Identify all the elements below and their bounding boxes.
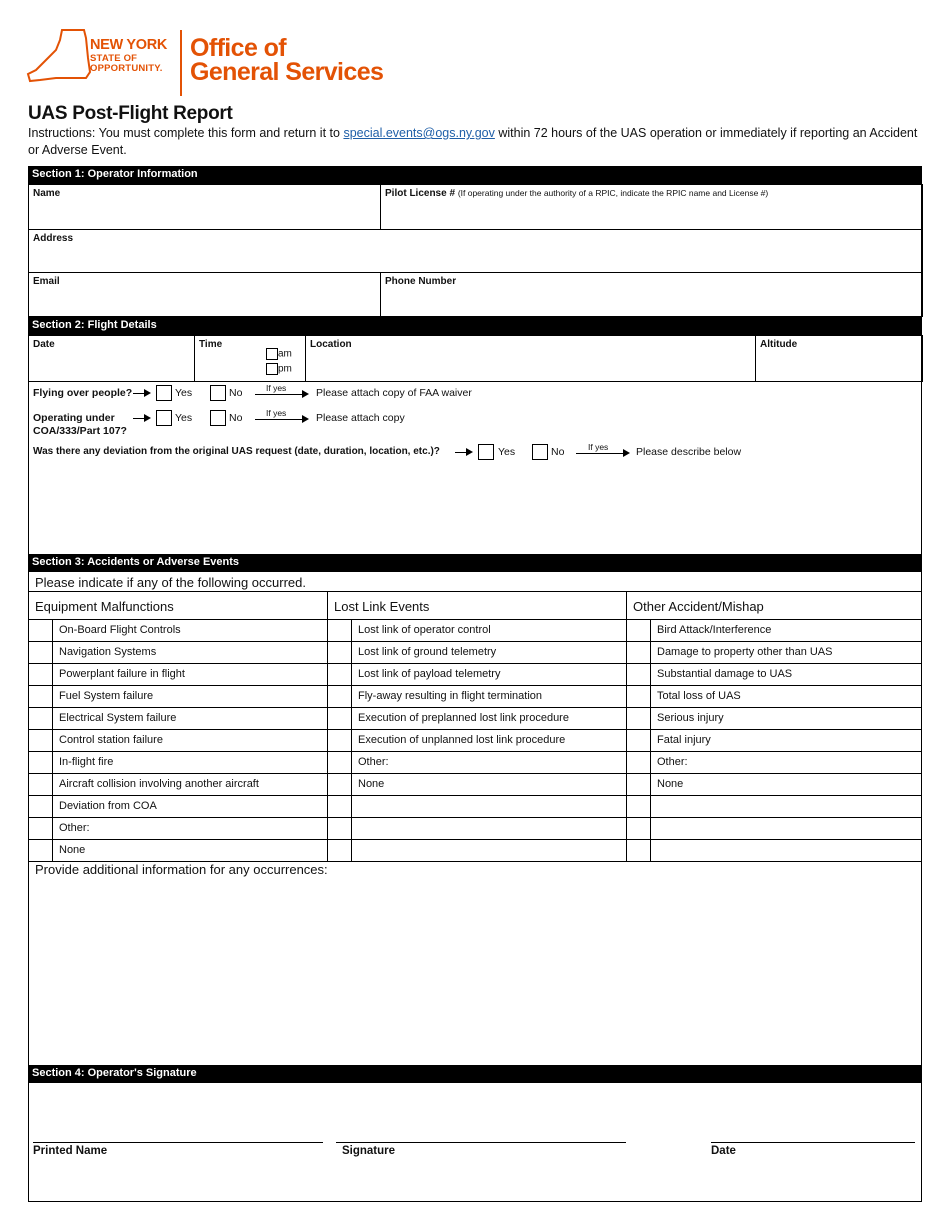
col1-item: Deviation from COA	[59, 800, 157, 812]
am-checkbox[interactable]	[266, 348, 278, 360]
col3-item: Other:	[657, 756, 688, 768]
s3-row-line	[28, 795, 922, 796]
s3-divider	[28, 591, 922, 592]
col1-item: Aircraft collision involving another aircraft	[59, 778, 259, 790]
signature-line[interactable]	[336, 1142, 626, 1143]
q3-yes-label: Yes	[498, 446, 516, 458]
col2-checkbox[interactable]	[328, 642, 351, 663]
col3-checkbox[interactable]	[627, 774, 650, 795]
q2-label	[33, 412, 127, 438]
col3-checkbox[interactable]	[627, 708, 650, 729]
col3-checkbox[interactable]	[627, 818, 650, 839]
col2-checkbox[interactable]	[328, 752, 351, 773]
q2-action: Please attach copy	[316, 412, 405, 424]
q1-yes-label: Yes	[175, 387, 193, 399]
q3-no-checkbox[interactable]	[532, 444, 548, 460]
col2-item: Other:	[358, 756, 389, 768]
address-field[interactable]	[28, 229, 923, 273]
s3-row-line	[28, 773, 922, 774]
altitude-field[interactable]	[755, 335, 923, 382]
address-label: Address	[33, 233, 74, 244]
pilot-license-note: (If operating under the authority of a RPIC, indicate the RPIC name and License #)	[457, 188, 769, 198]
col3-checkbox[interactable]	[627, 840, 650, 861]
section1-header: Section 1: Operator Information	[28, 166, 922, 184]
col3-checkbox[interactable]	[627, 620, 650, 641]
date-label-sig: Date	[711, 1145, 736, 1157]
deviation-description-area[interactable]	[29, 464, 921, 552]
col1-checkbox[interactable]	[29, 840, 52, 861]
additional-info-area[interactable]	[29, 879, 921, 1064]
q1-no-label: No	[229, 387, 243, 399]
col2-checkbox[interactable]	[328, 796, 351, 817]
ogs-logo	[26, 28, 396, 98]
s3-row-line	[28, 707, 922, 708]
date-line[interactable]	[711, 1142, 915, 1143]
q2-if-yes-arrow	[255, 419, 307, 420]
ny-line2: STATE OF	[90, 52, 138, 64]
col3-checkbox[interactable]	[627, 642, 650, 663]
office-line2: General Services	[190, 58, 384, 86]
s3-row-line	[28, 817, 922, 818]
q1-no-checkbox[interactable]	[210, 385, 226, 401]
q2-yes-label: Yes	[175, 412, 193, 424]
col1-checkbox[interactable]	[29, 642, 52, 663]
q3-arrow	[455, 452, 471, 453]
q3-action: Please describe below	[636, 446, 742, 458]
other-accident-title: Other Accident/Mishap	[633, 599, 764, 614]
section2-header: Section 2: Flight Details	[28, 317, 922, 335]
col3-item: Damage to property other than UAS	[657, 646, 833, 658]
q2-no-label: No	[229, 412, 243, 424]
ny-wordmark	[90, 38, 167, 74]
s3-row-line	[28, 619, 922, 620]
q3-no-label: No	[551, 446, 565, 458]
col2-item: Execution of unplanned lost link procedure	[358, 734, 566, 746]
col3-checkbox[interactable]	[627, 664, 650, 685]
q1-if-yes-arrow	[255, 394, 307, 395]
col1-checkbox[interactable]	[29, 686, 52, 707]
col3-item: Serious injury	[657, 712, 724, 724]
location-field[interactable]	[305, 335, 756, 382]
lost-link-events-title: Lost Link Events	[334, 599, 430, 614]
s3-row-line	[28, 861, 922, 862]
logo-divider	[180, 30, 182, 96]
instructions-text-a: Instructions: You must complete this form and return it to	[28, 126, 344, 140]
col2-item: Execution of preplanned lost link procedure	[358, 712, 569, 724]
col2-checkbox[interactable]	[328, 818, 351, 839]
q3-if-yes-arrow	[576, 453, 628, 454]
phone-label: Phone Number	[385, 276, 457, 287]
pm-label: pm	[278, 363, 292, 375]
col1-item: Electrical System failure	[59, 712, 177, 724]
col1-checkbox[interactable]	[29, 796, 52, 817]
col1-checkbox[interactable]	[29, 664, 52, 685]
col1-item: None	[59, 844, 86, 856]
page-title: UAS Post-Flight Report	[28, 103, 233, 124]
col1-checkbox[interactable]	[29, 752, 52, 773]
time-label: Time	[199, 339, 223, 350]
instructions-text-b: within 72 hours of the UAS operation or immediately if reporting an Accident or Adverse Event.	[28, 126, 918, 157]
additional-info-label: Provide additional information for any occurrences:	[35, 862, 328, 877]
q2-if-yes: If yes	[266, 408, 287, 418]
col3-item: None	[657, 778, 684, 790]
s3-row-line	[28, 751, 922, 752]
s3-row-line	[28, 685, 922, 686]
col1-item: In-flight fire	[59, 756, 114, 768]
ny-line3: OPPORTUNITY.	[90, 63, 163, 74]
s3-checkbox-divider	[650, 619, 651, 861]
ny-line1: NEW YORK	[90, 37, 168, 53]
col3-checkbox[interactable]	[627, 730, 650, 751]
signature-label: Signature	[342, 1145, 396, 1157]
q1-arrow	[133, 393, 149, 394]
col3-item: Substantial damage to UAS	[657, 668, 793, 680]
date-label: Date	[33, 339, 55, 350]
name-field[interactable]	[28, 184, 381, 230]
equipment-malfunctions-title: Equipment Malfunctions	[35, 599, 174, 614]
col1-item: On-Board Flight Controls	[59, 624, 181, 636]
section3-header: Section 3: Accidents or Adverse Events	[28, 554, 922, 572]
pm-checkbox[interactable]	[266, 363, 278, 375]
q2-label-line2: COA/333/Part 107?	[33, 425, 127, 437]
email-label: Email	[33, 276, 60, 287]
col3-item: Total loss of UAS	[657, 690, 741, 702]
location-label: Location	[310, 339, 352, 350]
q1-if-yes: If yes	[266, 383, 287, 393]
q1-yes-checkbox[interactable]	[156, 385, 172, 401]
q1-label: Flying over people?	[33, 387, 133, 399]
col3-item: Fatal injury	[657, 734, 711, 746]
report-form	[28, 166, 922, 1202]
pilot-license-label: Pilot License #	[385, 188, 456, 199]
col3-checkbox[interactable]	[627, 796, 650, 817]
email-link[interactable]: special.events@ogs.ny.gov	[343, 126, 495, 140]
s3-row-line	[28, 729, 922, 730]
col3-checkbox[interactable]	[627, 686, 650, 707]
q3-yes-checkbox[interactable]	[478, 444, 494, 460]
printed-name-line[interactable]	[33, 1142, 323, 1143]
q2-arrow	[133, 418, 149, 419]
col1-checkbox[interactable]	[29, 620, 52, 641]
section4-header: Section 4: Operator's Signature	[28, 1065, 922, 1083]
q2-yes-checkbox[interactable]	[156, 410, 172, 426]
time-field[interactable]	[194, 335, 306, 382]
col2-checkbox[interactable]	[328, 730, 351, 751]
col1-checkbox[interactable]	[29, 818, 52, 839]
s3-row-line	[28, 641, 922, 642]
col2-item: Lost link of ground telemetry	[358, 646, 497, 658]
col1-item: Powerplant failure in flight	[59, 668, 185, 680]
q2-label-line1: Operating under	[33, 412, 115, 424]
col2-checkbox[interactable]	[328, 686, 351, 707]
col2-item: Fly-away resulting in flight termination	[358, 690, 543, 702]
col2-checkbox[interactable]	[328, 620, 351, 641]
altitude-label: Altitude	[760, 339, 798, 350]
col1-item: Navigation Systems	[59, 646, 157, 658]
q3-if-yes: If yes	[588, 442, 609, 452]
q1-action: Please attach copy of FAA waiver	[316, 387, 472, 399]
pilot-license-field[interactable]	[380, 184, 923, 230]
name-label: Name	[33, 188, 61, 199]
am-label: am	[278, 348, 292, 360]
s3-checkbox-divider	[52, 619, 53, 861]
office-line1: Office of	[190, 34, 286, 62]
col2-item: Lost link of operator control	[358, 624, 491, 636]
col3-checkbox[interactable]	[627, 752, 650, 773]
col2-checkbox[interactable]	[328, 664, 351, 685]
email-field[interactable]	[28, 272, 381, 317]
col2-checkbox[interactable]	[328, 708, 351, 729]
q3-label: Was there any deviation from the original UAS request (date, duration, location, etc.)?	[33, 446, 440, 457]
section3-intro: Please indicate if any of the following occurred.	[35, 575, 306, 590]
col2-item: Lost link of payload telemetry	[358, 668, 501, 680]
instructions	[28, 125, 928, 159]
col2-checkbox[interactable]	[328, 840, 351, 861]
col1-item: Other:	[59, 822, 90, 834]
s3-checkbox-divider	[351, 619, 352, 861]
col1-item: Control station failure	[59, 734, 163, 746]
col3-item: Bird Attack/Interference	[657, 624, 772, 636]
col1-checkbox[interactable]	[29, 730, 52, 751]
phone-field[interactable]	[380, 272, 923, 317]
col1-item: Fuel System failure	[59, 690, 154, 702]
printed-name-label: Printed Name	[33, 1145, 108, 1157]
office-name	[190, 36, 383, 84]
date-field[interactable]	[28, 335, 195, 382]
col2-item: None	[358, 778, 385, 790]
ny-state-outline-icon	[26, 28, 96, 88]
col2-checkbox[interactable]	[328, 774, 351, 795]
s3-row-line	[28, 839, 922, 840]
s3-row-line	[28, 663, 922, 664]
col1-checkbox[interactable]	[29, 774, 52, 795]
q2-no-checkbox[interactable]	[210, 410, 226, 426]
col1-checkbox[interactable]	[29, 708, 52, 729]
